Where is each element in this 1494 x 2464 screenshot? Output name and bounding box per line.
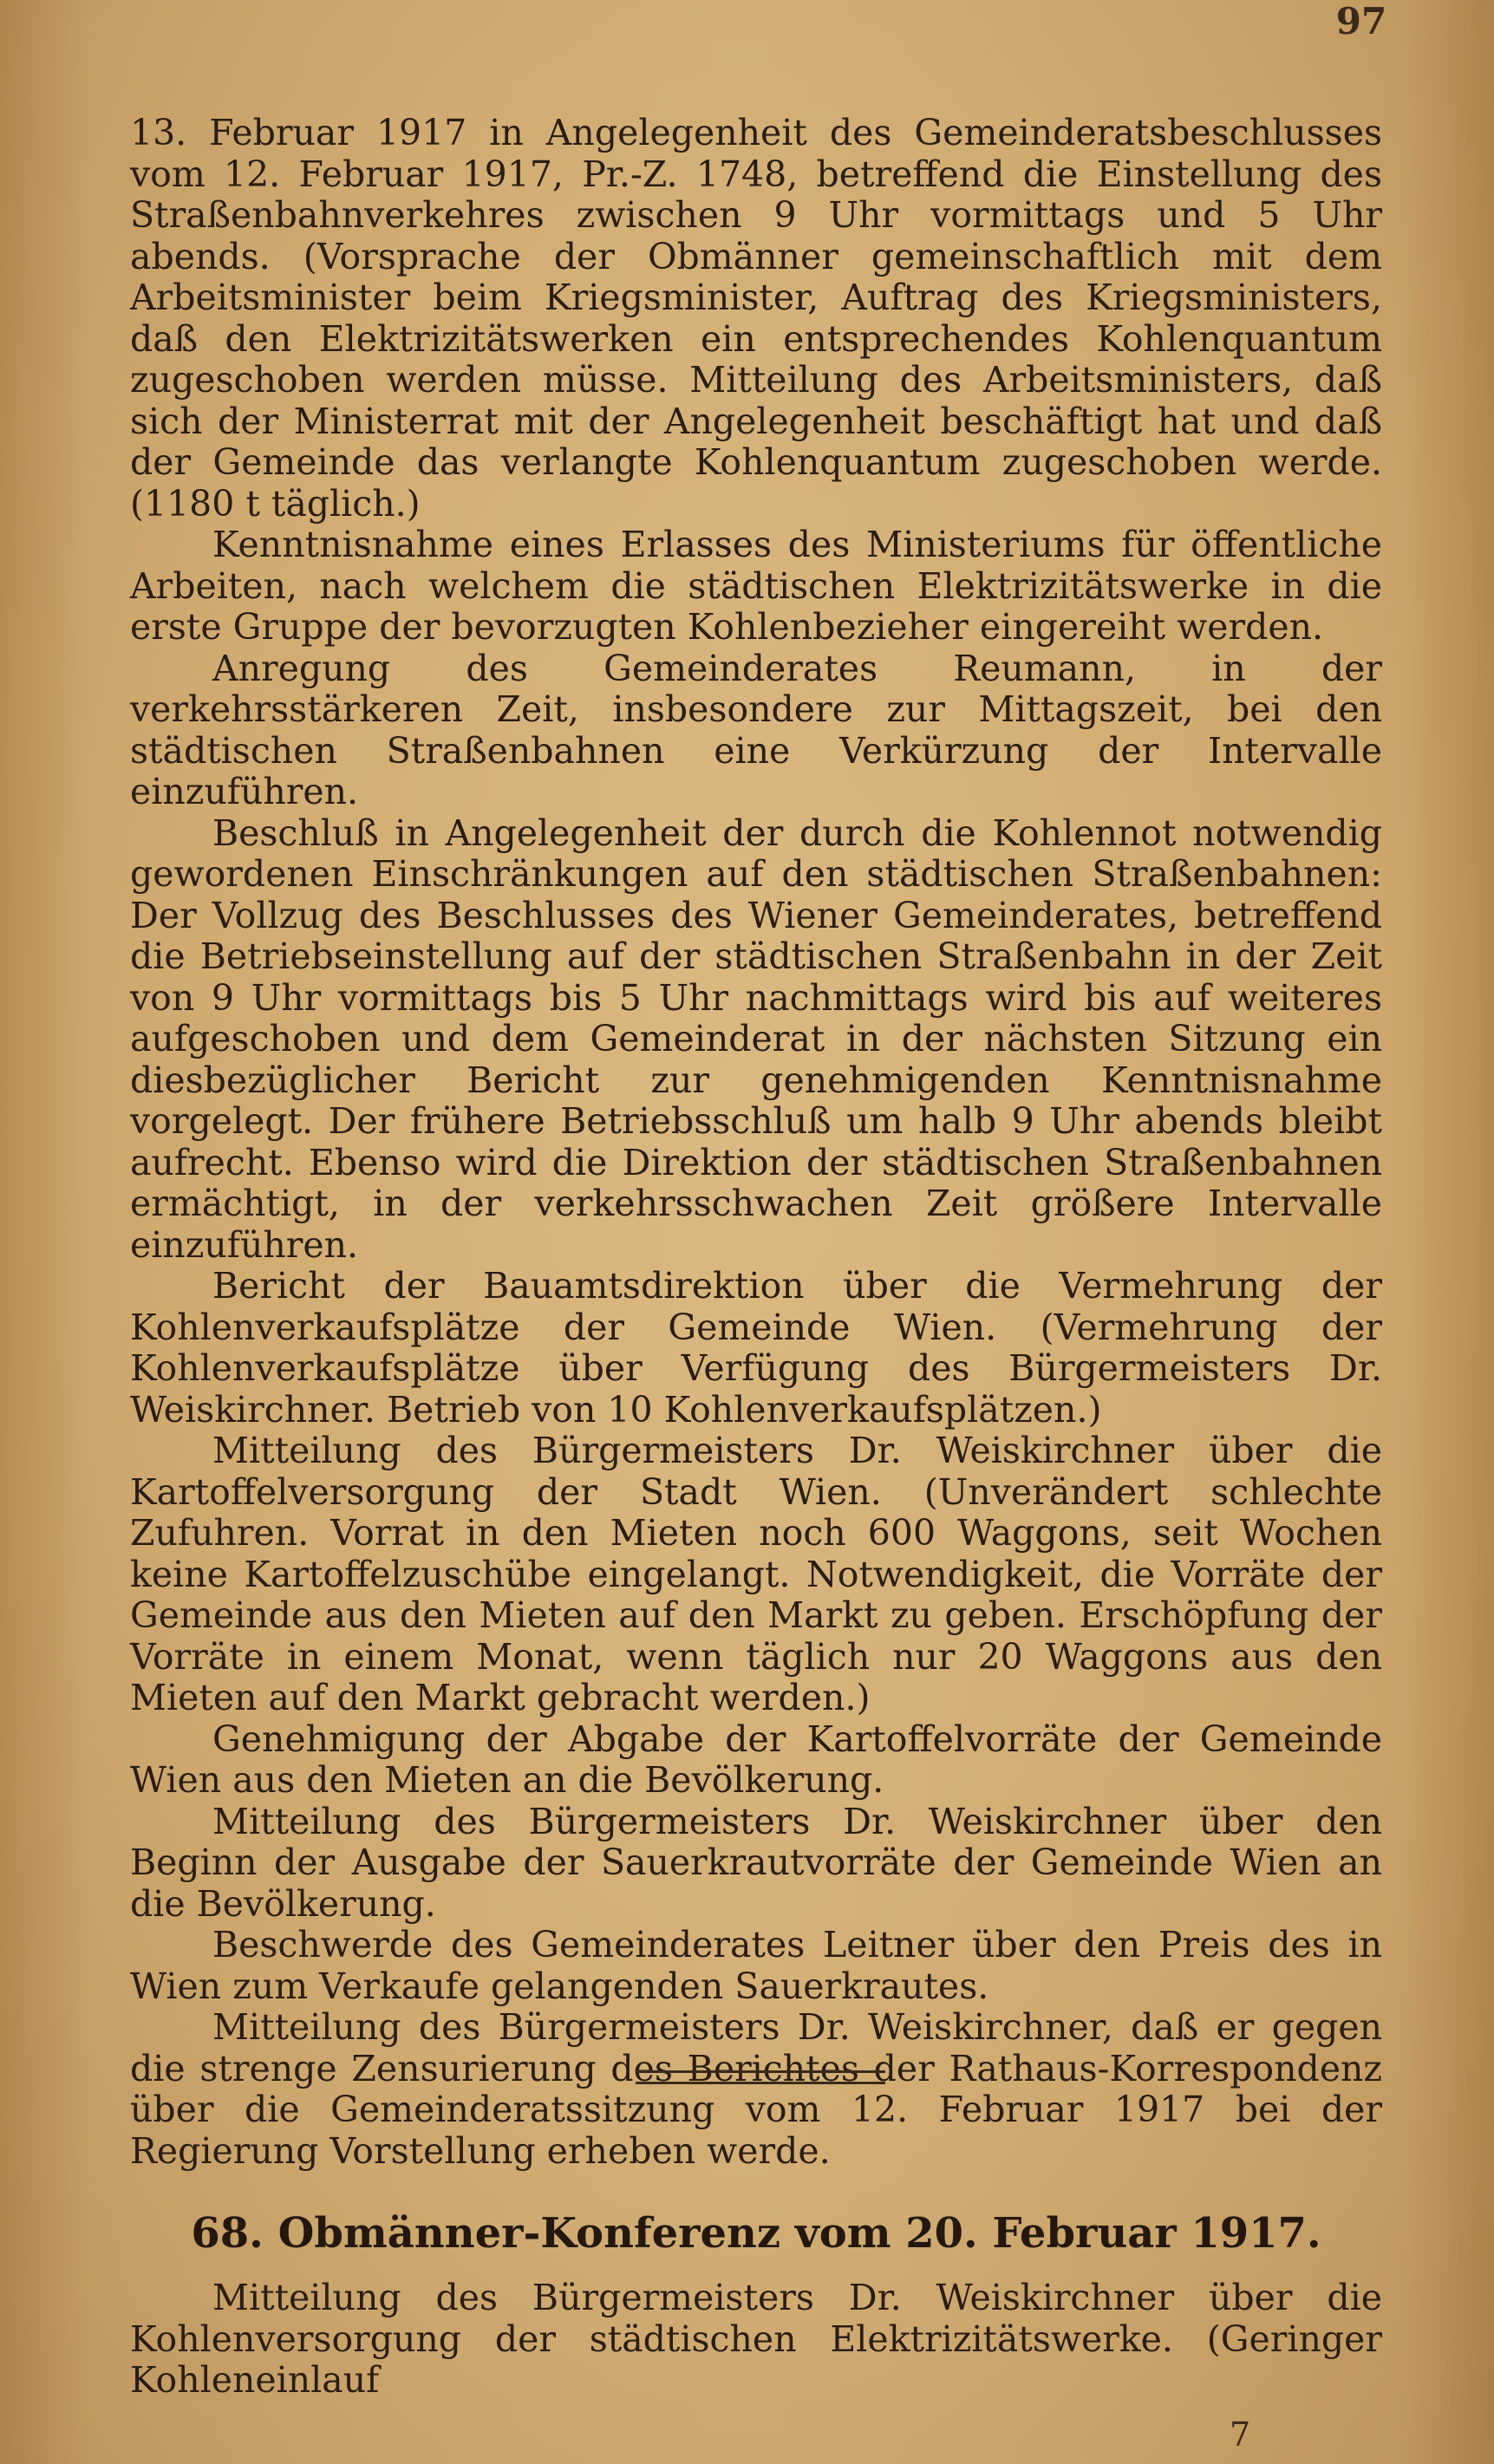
paragraph-erlass-kenntnisnahme: Kenntnisnahme eines Erlasses des Ministeriums für öffentliche Arbeiten, nach welchem die städtischen Elektrizitätswerke in die erste Gruppe der bevorzugten Kohlenbezieher eingereiht werden. — [130, 524, 1382, 648]
page-number: 97 — [1335, 0, 1387, 42]
paragraph-zensurierung: Mitteilung des Bürgermeisters Dr. Weiskirchner, daß er gegen die strenge Zensurierung des Berichtes der Rathaus-Korrespondenz über die Gemeinderatssitzung vom 12. Februar 1917 bei der Regierung Vorstellung erheben werde. — [130, 2006, 1382, 2172]
paragraph-sauerkraut-ausgabe: Mitteilung des Bürgermeisters Dr. Weiskirchner über den Beginn der Ausgabe der Sauerkrautvorräte der Gemeinde Wien an die Bevölkerung. — [130, 1800, 1382, 1925]
paragraph-continuation: 13. Februar 1917 in Angelegenheit des Gemeinderatsbeschlusses vom 12. Februar 1917, Pr.-Z. 1748, betreffend die Einstellung des Straßenbahnverkehres zwischen 9 Uhr vormittags und 5 Uhr abends. (Vorsprache der Obmänner gemeinschaftlich mit dem Arbeitsminister beim Kriegsminister, Auftrag des Kriegsministers, daß den Elektrizitätswerken ein entsprechendes Kohlenquantum zugeschoben werden müsse. Mitteilung des Arbeitsministers, daß sich der Ministerrat mit der Angelegenheit beschäftigt hat und daß der Gemeinde das verlangte Kohlenquantum zugeschoben werde. (1180 t täglich.) — [130, 112, 1382, 525]
paragraph-kartoffelversorgung: Mitteilung des Bürgermeisters Dr. Weiskirchner über die Kartoffelversorgung der Stadt Wien. (Unverändert schlechte Zufuhren. Vorrat in den Mieten noch 600 Waggons, seit Wochen keine Kartoffelzuschübe eingelangt. Notwendigkeit, die Vorräte der Gemeinde aus den Mieten auf den Markt zu geben. Erschöpfung der Vorräte in einem Monat, wenn täglich nur 20 Waggons aus den Mieten auf den Markt gebracht werden.) — [130, 1430, 1382, 1718]
body-text — [130, 113, 1382, 2172]
paragraph-kohlenversorgung: Mitteilung des Bürgermeisters Dr. Weiskirchner über die Kohlenversorgung der städtischen Elektrizitätswerke. (Geringer Kohleneinlauf — [130, 2277, 1382, 2401]
paragraph-bericht-kohlenverkauf: Bericht der Bauamtsdirektion über die Vermehrung der Kohlenverkaufsplätze der Gemeinde Wien. (Vermehrung der Kohlenverkaufsplätze über Verfügung des Bürgermeisters Dr. Weiskirchner. Betrieb von 10 Kohlenverkaufsplätzen.) — [130, 1265, 1382, 1431]
paragraph-anregung-reumann: Anregung des Gemeinderates Reumann, in der verkehrsstärkeren Zeit, insbesondere zur Mittagszeit, bei den städtischen Straßenbahnen eine Verkürzung der Intervalle einzuführen. — [130, 647, 1382, 812]
paragraph-beschwerde-leitner: Beschwerde des Gemeinderates Leitner über den Preis des in Wien zum Verkaufe gelangenden Sauerkrautes. — [130, 1924, 1382, 2007]
paragraph-genehmigung-kartoffel: Genehmigung der Abgabe der Kartoffelvorräte der Gemeinde Wien aus den Mieten an die Bevölkerung. — [130, 1718, 1382, 1801]
section-divider — [636, 2070, 885, 2084]
paragraph-beschluss-strassenbahn: Beschluß in Angelegenheit der durch die Kohlennot notwendig gewordenen Einschränkungen auf den städtischen Straßenbahnen: Der Vollzug des Beschlusses des Wiener Gemeinderates, betreffend die Betriebseinstellung auf der städtischen Straßenbahn in der Zeit von 9 Uhr vormittags bis 5 Uhr nachmittags wird bis auf weiteres aufgeschoben und dem Gemeinderat in der nächsten Sitzung ein diesbezüglicher Bericht zur genehmigenden Kenntnisnahme vorgelegt. Der frühere Betriebsschluß um halb 9 Uhr abends bleibt aufrecht. Ebenso wird die Direktion der städtischen Straßenbahnen ermächtigt, in der verkehrsschwachen Zeit größere Intervalle einzuführen. — [130, 812, 1382, 1266]
section-body — [130, 2278, 1382, 2402]
section-heading: 68. Obmänner-Konferenz vom 20. Februar 1917. — [191, 2209, 1321, 2258]
signature-mark: 7 — [1230, 2415, 1251, 2454]
